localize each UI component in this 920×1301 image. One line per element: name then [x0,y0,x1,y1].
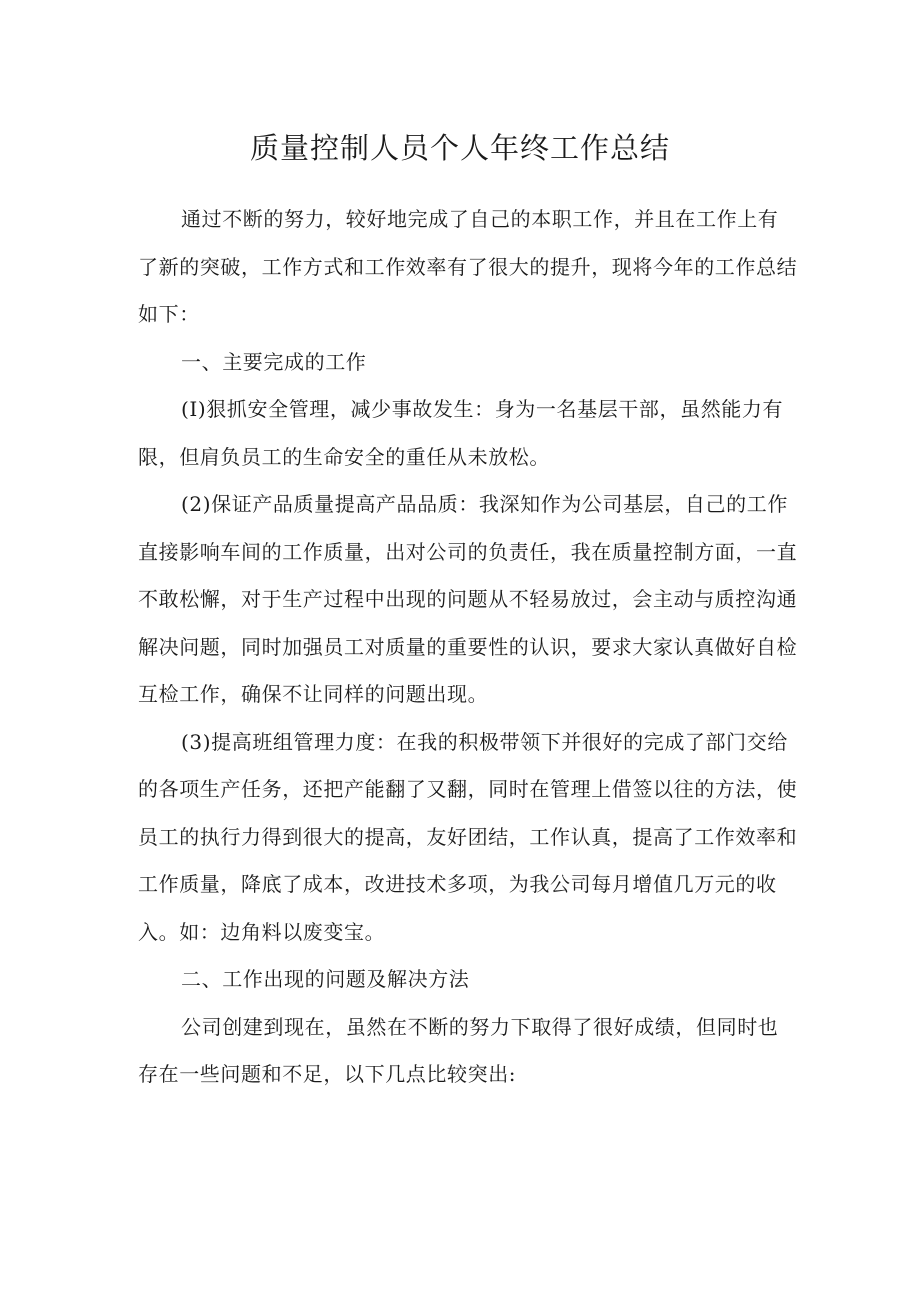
intro-paragraph: 通过不断的努力，较好地完成了自己的本职工作，并且在工作上有了新的突破，工作方式和工作效率有了很大的提升，现将今年的工作总结如下： [138,207,798,326]
item-paragraph-quality: (2)保证产品质量提高产品品质：我深知作为公司基层，自己的工作直接影响车间的工作质量，出对公司的负责任，我在质量控制方面，一直不敢松懈，对于生产过程中出现的问题从不轻易放过，会主动与质控沟通解决问题，同时加强员工对质量的重要性的认识，要求大家认真做好自检互检工作，确保不让同样的问题出现。 [138,492,798,706]
problems-paragraph: 公司创建到现在，虽然在不断的努力下取得了很好成绩，但同时也存在一些问题和不足，以下几点比较突出: [138,1014,779,1086]
item-paragraph-team-management: (3)提高班组管理力度：在我的积极带领下并很好的完成了部门交给的各项生产任务，还把产能翻了又翻，同时在管理上借签以往的方法，使员工的执行力得到很大的提高，友好团结，工作认真，提高了工作效率和工作质量，降底了成本，改进技术多项，为我公司每月增值几万元的收入。如：边角料以废变宝。 [138,729,798,944]
section-heading-main-work: 一、主要完成的工作 [181,349,367,374]
page-title: 质量控制人员个人年终工作总结 [249,131,670,165]
section-heading-problems: 二、工作出现的问题及解决方法 [181,967,470,991]
item-paragraph-safety: (I)狠抓安全管理，减少事故发生：身为一名基层干部，虽然能力有限，但肩负员工的生命安全的重任从未放松。 [138,397,784,469]
document-body [138,196,798,1099]
